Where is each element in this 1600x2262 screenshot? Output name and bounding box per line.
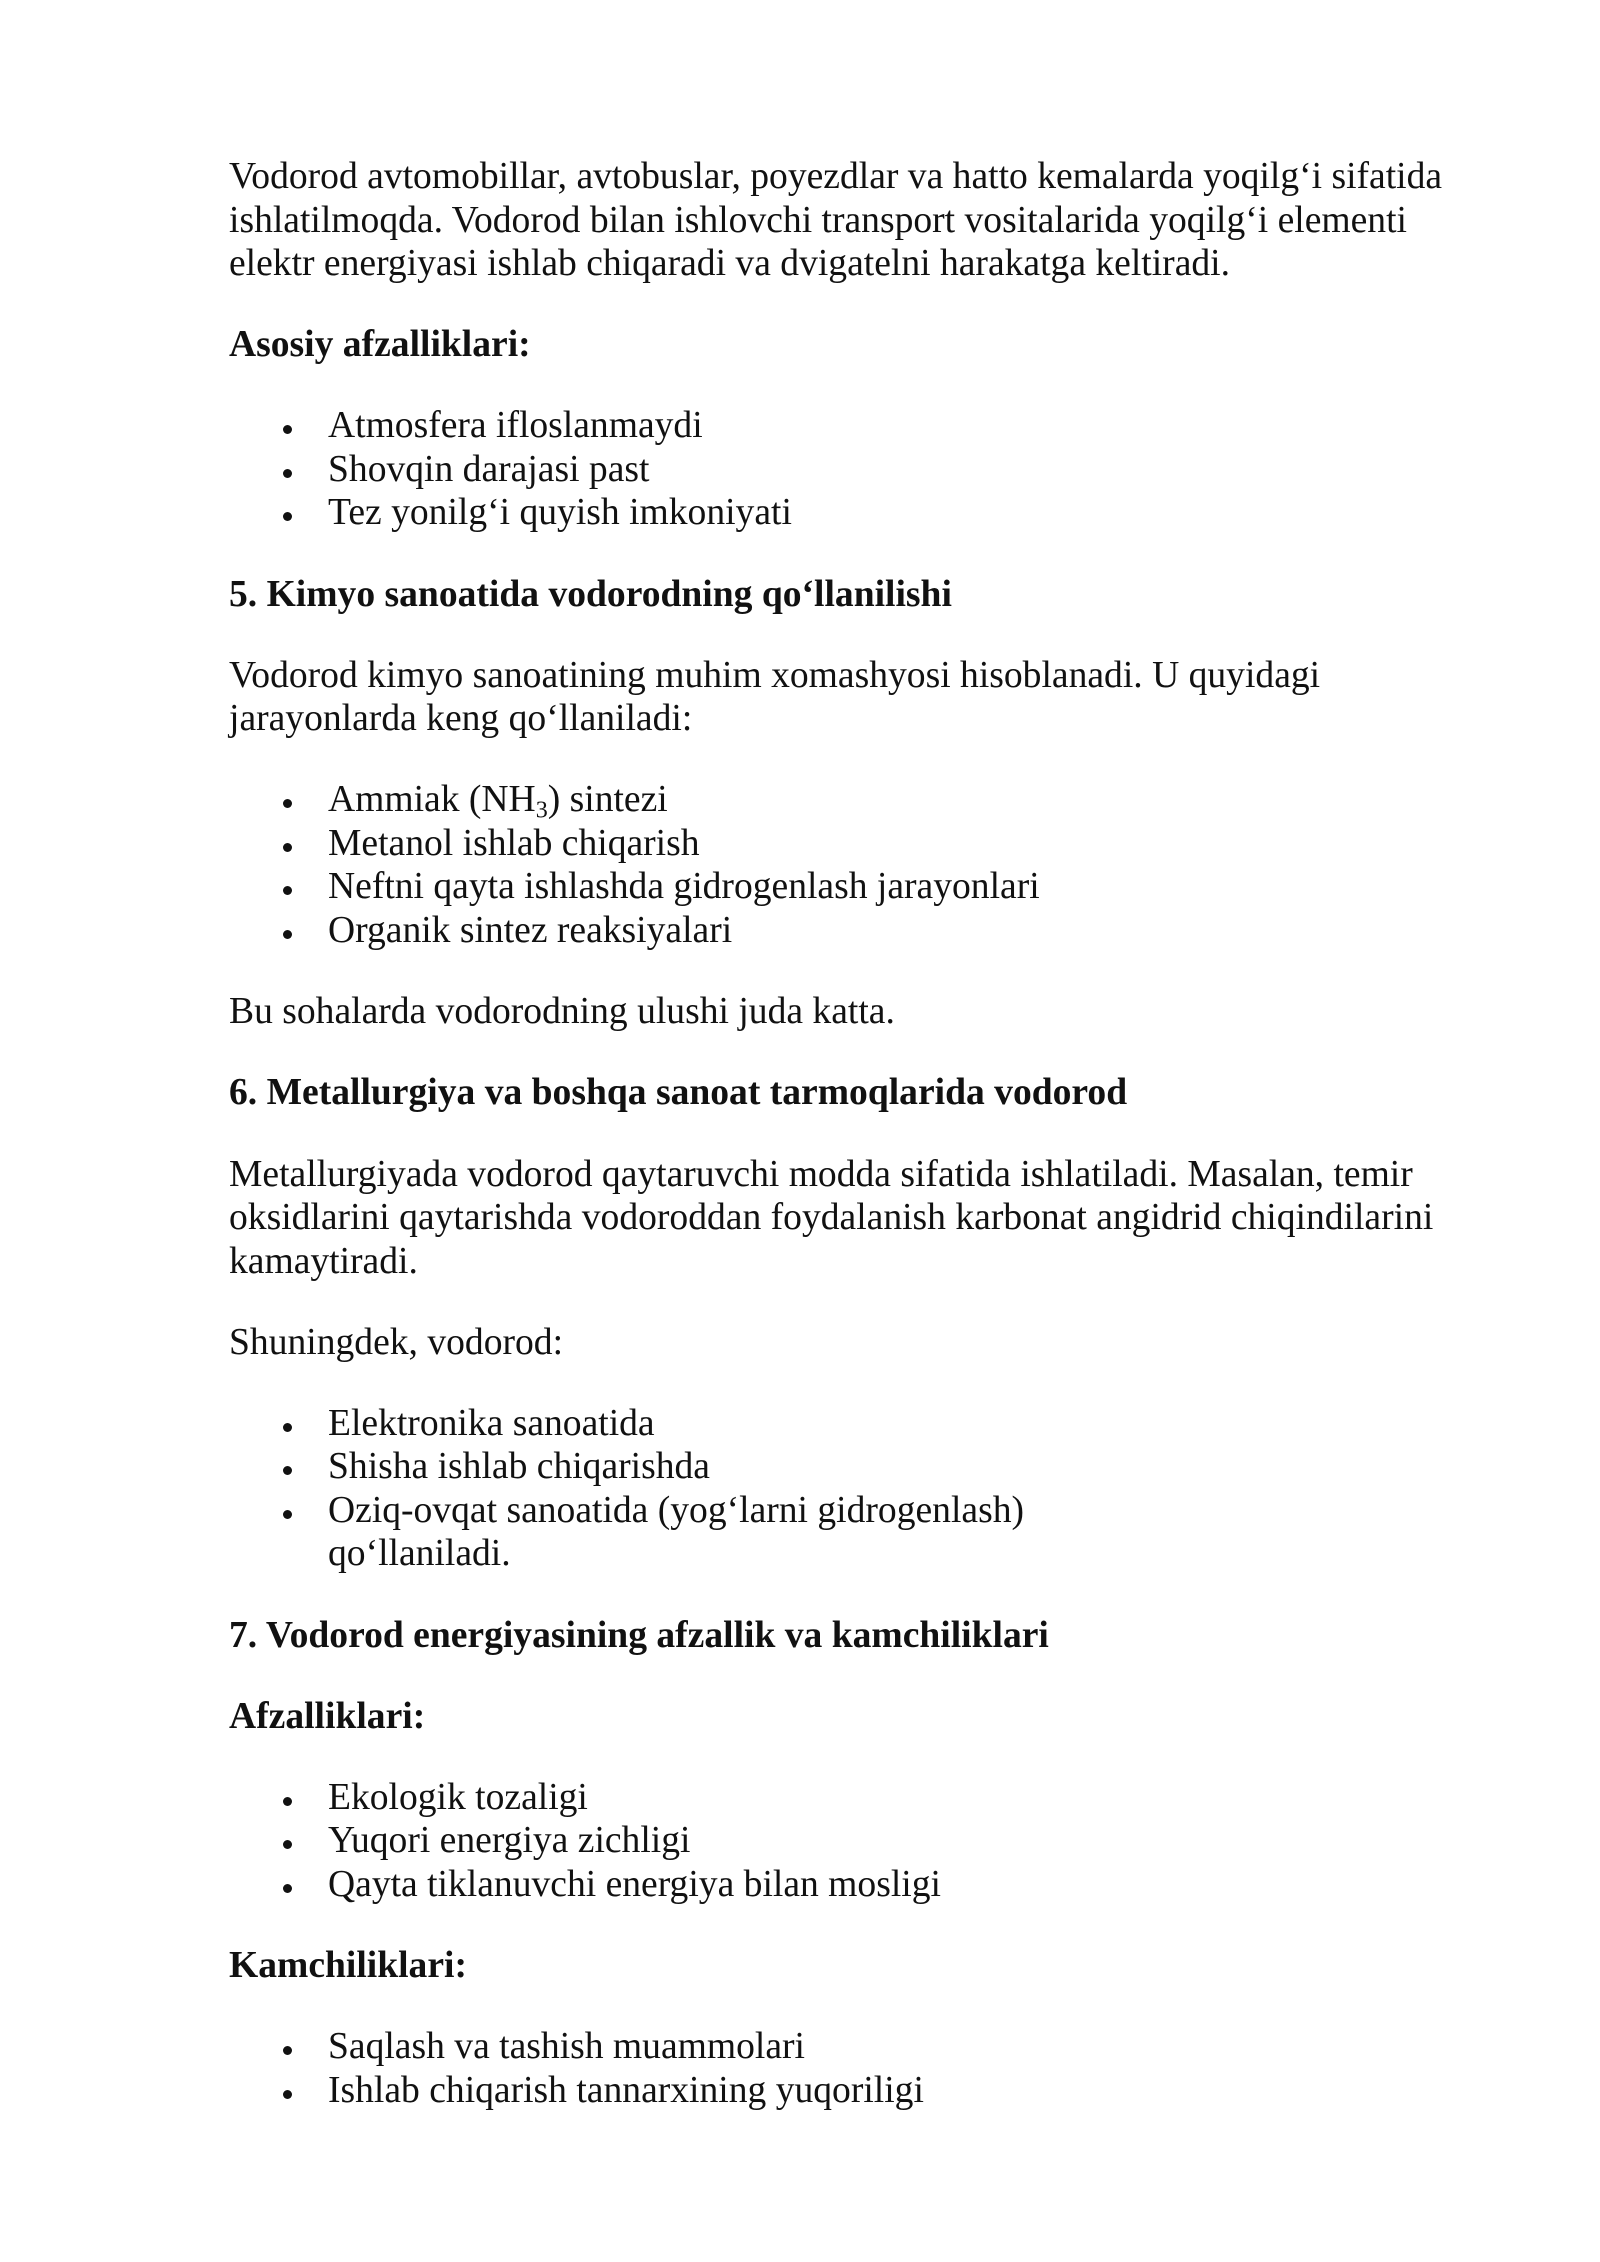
transport-advantages-list xyxy=(229,404,1600,535)
bullet-marker xyxy=(283,2046,292,2055)
bullet-marker xyxy=(283,1510,292,1519)
text-line: jarayonlarda keng qo‘llaniladi: xyxy=(229,698,693,740)
list-item-text: Qayta tiklanuvchi energiya bilan mosligi xyxy=(328,1863,941,1905)
list-item-text: Atmosfera ifloslanmaydi xyxy=(328,405,703,447)
list-item xyxy=(229,1776,1600,1820)
list-item xyxy=(229,865,1600,909)
ammonia-subscript: 3 xyxy=(535,798,548,825)
transport-advantages-heading: Asosiy afzalliklari: xyxy=(229,324,531,366)
section-5-process-list xyxy=(229,778,1600,952)
list-item-text: Saqlash va tashish muammolari xyxy=(328,2026,805,2068)
list-item xyxy=(229,822,1600,866)
bullet-marker xyxy=(283,843,292,852)
section-7-heading: 7. Vodorod energiyasining afzallik va kamchiliklari xyxy=(229,1614,1049,1656)
section-5-conclusion xyxy=(229,990,1600,1034)
bullet-marker xyxy=(283,2090,292,2099)
bullet-marker xyxy=(283,1797,292,1806)
text-line: Vodorod avtomobillar, avtobuslar, poyezdlar va hatto kemalarda yoqilg‘i sifatida xyxy=(229,156,1443,197)
list-item-text: Shisha ishlab chiqarishda xyxy=(328,1446,710,1488)
disadvantages-list xyxy=(229,2025,1600,2112)
advantages-list xyxy=(229,1776,1600,1907)
disadvantages-heading: Kamchiliklari: xyxy=(229,1945,467,1987)
ammonia-text-before: Ammiak (NH xyxy=(328,779,536,821)
text-line: kamaytiradi. xyxy=(229,1240,418,1282)
list-item-text: Neftni qayta ishlashda gidrogenlash jarayonlari xyxy=(328,866,1040,908)
ammonia-text-after: ) sintezi xyxy=(547,779,668,821)
text-line: Bu sohalarda vodorodning ulushi juda katta. xyxy=(229,991,895,1033)
section-5-heading: 5. Kimyo sanoatida vodorodning qo‘llanilishi xyxy=(229,573,952,615)
bullet-marker xyxy=(283,1840,292,1849)
list-item-text: Ekologik tozaligi xyxy=(328,1776,588,1818)
list-item-text: Metanol ishlab chiqarish xyxy=(328,822,700,864)
section-6-intro-paragraph xyxy=(229,1153,1600,1284)
list-item-text: Elektronika sanoatida xyxy=(328,1402,655,1444)
list-item-text: Oziq-ovqat sanoatida (yog‘larni gidrogenlash) xyxy=(328,1489,1025,1531)
list-item xyxy=(229,491,1600,535)
section-6-industry-list xyxy=(229,1402,1600,1576)
list-item-text-continued: qo‘llaniladi. xyxy=(328,1533,511,1575)
bullet-marker xyxy=(283,1423,292,1432)
bullet-marker xyxy=(283,512,292,521)
bullet-marker xyxy=(283,886,292,895)
list-item xyxy=(229,778,1600,825)
text-line: elektr energiyasi ishlab chiqaradi va dvigatelni harakatga keltiradi. xyxy=(229,243,1230,284)
text-line: Vodorod kimyo sanoatining muhim xomashyosi hisoblanadi. U quyidagi xyxy=(229,654,1321,696)
list-item-text xyxy=(328,779,668,825)
bullet-marker xyxy=(283,1466,292,1475)
bullet-marker xyxy=(283,930,292,939)
bullet-marker xyxy=(283,1884,292,1893)
bullet-marker xyxy=(283,425,292,434)
list-item xyxy=(229,1819,1600,1863)
section-5-intro-paragraph xyxy=(229,654,1600,741)
advantages-heading: Afzalliklari: xyxy=(229,1695,426,1737)
list-item xyxy=(229,909,1600,953)
bullet-marker xyxy=(283,799,292,808)
section-6-also-paragraph xyxy=(229,1321,1600,1365)
list-item xyxy=(229,1863,1600,1907)
list-item-text: Tez yonilg‘i quyish imkoniyati xyxy=(328,492,792,534)
list-item-text: Ishlab chiqarish tannarxining yuqoriligi xyxy=(328,2069,924,2111)
section-6-heading: 6. Metallurgiya va boshqa sanoat tarmoqlarida vodorod xyxy=(229,1072,1128,1114)
list-item xyxy=(229,404,1600,448)
list-item-text: Yuqori energiya zichligi xyxy=(328,1820,691,1862)
list-item xyxy=(229,1445,1600,1489)
bullet-marker xyxy=(283,469,292,478)
list-item xyxy=(229,2025,1600,2069)
list-item xyxy=(229,1489,1600,1576)
text-line: ishlatilmoqda. Vodorod bilan ishlovchi transport vositalarida yoqilg‘i elementi xyxy=(229,199,1407,241)
list-item-text: Shovqin darajasi past xyxy=(328,448,650,490)
list-item xyxy=(229,448,1600,492)
text-line: Metallurgiyada vodorod qaytaruvchi modda sifatida ishlatiladi. Masalan, temir xyxy=(229,1153,1413,1195)
list-item xyxy=(229,1402,1600,1446)
text-line: oksidlarini qaytarishda vodoroddan foydalanish karbonat angidrid chiqindilarini xyxy=(229,1197,1434,1238)
text-line: Shuningdek, vodorod: xyxy=(229,1321,564,1363)
list-item xyxy=(229,2069,1600,2113)
list-item-text: Organik sintez reaksiyalari xyxy=(328,909,733,951)
transport-paragraph xyxy=(229,155,1600,286)
